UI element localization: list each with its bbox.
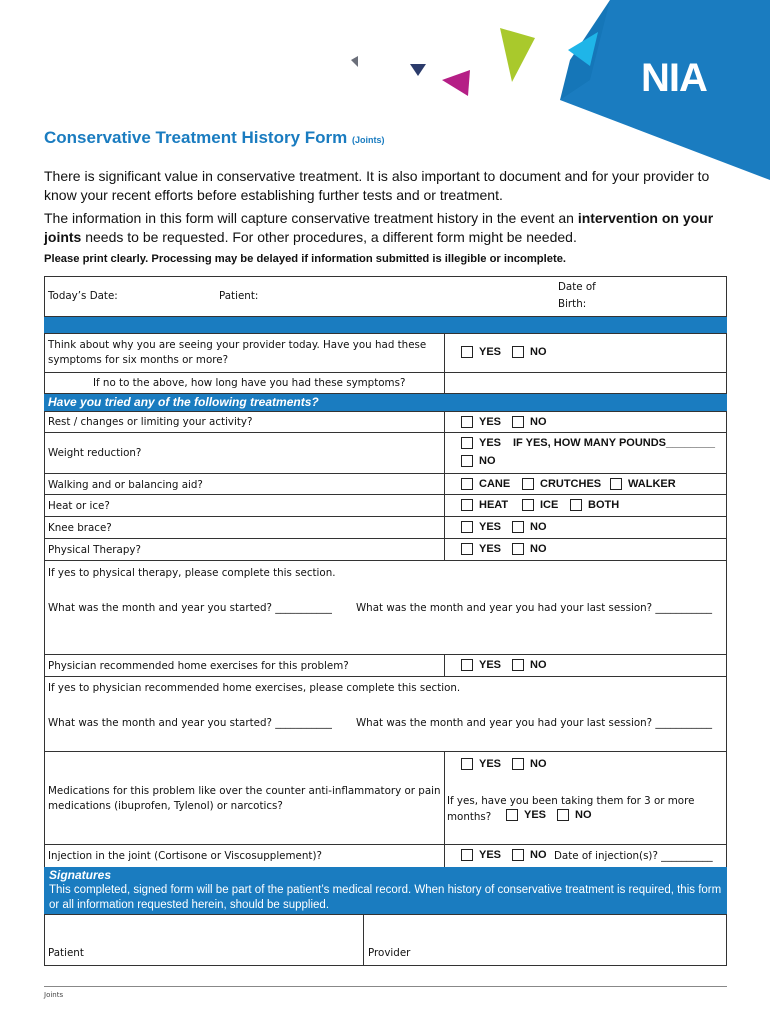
q1-no-checkbox[interactable] xyxy=(512,346,524,358)
heat-both-option[interactable] xyxy=(570,499,619,511)
meds-yes-label: YES xyxy=(479,758,502,770)
heat-both-label: BOTH xyxy=(588,499,620,511)
meds-label: Medications for this problem like over the counter anti-inflammatory or pain medications (ibuprofen, Tylenol) or narcotics? xyxy=(48,785,441,812)
provider-signature-cell[interactable] xyxy=(363,914,727,966)
heat-label: Heat or ice? xyxy=(48,500,110,512)
pt-no-checkbox[interactable] xyxy=(512,543,524,555)
triangle-magenta xyxy=(442,70,470,96)
heat-ice-label: ICE xyxy=(540,499,559,511)
provider-signature-label: Provider xyxy=(368,947,411,959)
aid-crutches-checkbox[interactable] xyxy=(522,478,534,490)
home-label: Physician recommended home exercises for this problem? xyxy=(48,660,349,672)
brace-label: Knee brace? xyxy=(48,522,112,534)
injection-no-label: NO xyxy=(530,849,547,861)
aid-walker-checkbox[interactable] xyxy=(610,478,622,490)
todays-date-label: Today’s Date: xyxy=(48,290,118,302)
footer-label: Joints xyxy=(44,991,64,999)
patient-signature-cell[interactable] xyxy=(44,914,364,966)
injection-yes-option[interactable] xyxy=(461,849,501,861)
aid-walker-label: WALKER xyxy=(628,478,676,490)
rest-yes-option[interactable] xyxy=(461,416,501,428)
aid-walker-option[interactable] xyxy=(610,478,676,490)
q1-yes-checkbox[interactable] xyxy=(461,346,473,358)
triangle-cyan xyxy=(568,32,598,66)
home-section-intro: If yes to physician recommended home exercises, please complete this section. xyxy=(48,682,461,694)
home-yes-option[interactable] xyxy=(461,659,501,671)
weight-yes-label: YES xyxy=(479,437,502,449)
meds-followup-yes-option[interactable] xyxy=(506,809,546,821)
page-title xyxy=(44,128,385,148)
aid-label-cell xyxy=(44,473,445,495)
meds-followup-yes-checkbox[interactable] xyxy=(506,809,518,821)
heat-label-cell xyxy=(44,494,445,517)
decorative-triangles xyxy=(340,20,610,110)
pt-label: Physical Therapy? xyxy=(48,544,141,556)
pt-no-label: NO xyxy=(530,543,547,555)
rest-no-option[interactable] xyxy=(512,416,547,428)
q1-question-cell xyxy=(44,333,445,373)
aid-cane-option[interactable] xyxy=(461,478,510,490)
aid-cane-checkbox[interactable] xyxy=(461,478,473,490)
weight-yes-option[interactable] xyxy=(461,437,501,449)
pt-yes-option[interactable] xyxy=(461,543,501,555)
weight-label-cell xyxy=(44,432,445,474)
weight-label: Weight reduction? xyxy=(48,447,142,459)
triangle-lime xyxy=(500,28,535,82)
pt-section-intro: If yes to physical therapy, please complete this section. xyxy=(48,567,336,579)
home-yes-label: YES xyxy=(479,659,502,671)
q1-followup-label: If no to the above, how long have you had these symptoms? xyxy=(93,377,406,389)
meds-followup-no-checkbox[interactable] xyxy=(557,809,569,821)
meds-followup-no-label: NO xyxy=(575,809,592,821)
heat-heat-option[interactable] xyxy=(461,499,508,511)
heat-both-checkbox[interactable] xyxy=(570,499,582,511)
patient-label: Patient: xyxy=(219,290,259,302)
home-started-field[interactable]: What was the month and year you started? ___________ xyxy=(48,717,332,729)
dob-label-line1: Date of xyxy=(558,281,596,293)
q1-yes-label: YES xyxy=(479,346,502,358)
title-sub: (Joints) xyxy=(352,135,385,145)
meds-no-label: NO xyxy=(530,758,547,770)
dob-label-line2: Birth: xyxy=(558,298,587,310)
print-notice: Please print clearly. Processing may be delayed if information submitted is illegible or incomplete. xyxy=(44,253,567,265)
intro-paragraph-2 xyxy=(44,209,734,247)
rest-yes-label: YES xyxy=(479,416,502,428)
signatures-heading: Signatures xyxy=(49,868,112,882)
pt-no-option[interactable] xyxy=(512,543,547,555)
brace-yes-checkbox[interactable] xyxy=(461,521,473,533)
home-no-checkbox[interactable] xyxy=(512,659,524,671)
rest-yes-checkbox[interactable] xyxy=(461,416,473,428)
weight-yes-checkbox[interactable] xyxy=(461,437,473,449)
home-no-option[interactable] xyxy=(512,659,547,671)
home-last-session-field[interactable]: What was the month and year you had your last session? ___________ xyxy=(356,717,713,729)
intro-paragraph-2-start: The information in this form will capture conservative treatment history in the event an xyxy=(44,210,578,226)
weight-no-checkbox[interactable] xyxy=(461,455,473,467)
meds-yes-option[interactable] xyxy=(461,758,501,770)
meds-followup-no-option[interactable] xyxy=(557,809,592,821)
heat-ice-option[interactable] xyxy=(522,499,558,511)
brace-label-cell xyxy=(44,516,445,539)
rest-label: Rest / changes or limiting your activity? xyxy=(48,416,253,428)
injection-yes-checkbox[interactable] xyxy=(461,849,473,861)
heat-heat-checkbox[interactable] xyxy=(461,499,473,511)
brace-no-option[interactable] xyxy=(512,521,547,533)
treatments-section-header: Have you tried any of the following treatments? xyxy=(44,394,727,411)
signatures-section xyxy=(44,867,727,915)
intro-paragraph-2-emphasis: intervention on your joints xyxy=(44,210,714,245)
meds-yes-checkbox[interactable] xyxy=(461,758,473,770)
brand-logo: NIA xyxy=(641,56,707,100)
patient-signature-label: Patient xyxy=(48,947,84,959)
injection-no-option[interactable] xyxy=(512,849,547,861)
injection-no-checkbox[interactable] xyxy=(512,849,524,861)
injection-label-cell xyxy=(44,844,445,868)
meds-no-checkbox[interactable] xyxy=(512,758,524,770)
aid-cane-label: CANE xyxy=(479,478,511,490)
injection-yes-label: YES xyxy=(479,849,502,861)
pt-yes-checkbox[interactable] xyxy=(461,543,473,555)
aid-label: Walking and or balancing aid? xyxy=(48,479,203,491)
brace-no-label: NO xyxy=(530,521,547,533)
brace-yes-option[interactable] xyxy=(461,521,501,533)
injection-date-field[interactable]: Date of injection(s)? __________ xyxy=(554,850,713,862)
signatures-text: This completed, signed form will be part of the patient’s medical record. When history of conservative treatment is required, this form or all information requested herein, should be supplied. xyxy=(49,884,722,911)
meds-followup-label: If yes, have you been taking them for 3 or more months? xyxy=(447,795,695,823)
q1-yes-option[interactable] xyxy=(461,346,501,358)
pt-started-field[interactable]: What was the month and year you started? ___________ xyxy=(48,602,332,614)
triangle-navy xyxy=(410,64,426,76)
q1-no-label: NO xyxy=(530,346,547,358)
brace-no-checkbox[interactable] xyxy=(512,521,524,533)
rest-no-checkbox[interactable] xyxy=(512,416,524,428)
triangle-grey xyxy=(351,56,358,67)
brace-yes-label: YES xyxy=(479,521,502,533)
q1-no-option[interactable] xyxy=(512,346,547,358)
meds-no-option[interactable] xyxy=(512,758,547,770)
home-yes-checkbox[interactable] xyxy=(461,659,473,671)
blue-divider xyxy=(44,317,727,333)
aid-crutches-option[interactable] xyxy=(522,478,601,490)
injection-label: Injection in the joint (Cortisone or Viscosupplement)? xyxy=(48,850,322,862)
intro-paragraph-1: There is significant value in conservative treatment. It is also important to document and for your provider to know your recent efforts before establishing further tests and or treatment. xyxy=(44,168,710,203)
meds-label-cell xyxy=(44,751,445,845)
header-row xyxy=(44,276,727,317)
home-no-label: NO xyxy=(530,659,547,671)
home-label-cell xyxy=(44,654,445,677)
rest-label-cell xyxy=(44,411,445,433)
q1-followup-answer[interactable] xyxy=(444,372,727,394)
intro-paragraph-2-end: needs to be requested. For other procedures, a different form might be needed. xyxy=(81,229,577,245)
rest-no-label: NO xyxy=(530,416,547,428)
q1-question: Think about why you are seeing your provider today. Have you had these symptoms for six months or more? xyxy=(48,339,427,366)
pt-last-session-field[interactable]: What was the month and year you had your last session? ___________ xyxy=(356,602,713,614)
meds-followup-yes-label: YES xyxy=(524,809,547,821)
weight-pounds-label: IF YES, HOW MANY POUNDS________ xyxy=(513,437,715,449)
heat-ice-checkbox[interactable] xyxy=(522,499,534,511)
aid-crutches-label: CRUTCHES xyxy=(540,478,602,490)
footer-divider xyxy=(44,986,727,987)
weight-no-option[interactable] xyxy=(461,455,496,467)
pt-label-cell xyxy=(44,538,445,561)
weight-no-label: NO xyxy=(479,455,496,467)
pt-yes-label: YES xyxy=(479,543,502,555)
title-main: Conservative Treatment History Form xyxy=(44,128,348,147)
heat-heat-label: HEAT xyxy=(479,499,509,511)
